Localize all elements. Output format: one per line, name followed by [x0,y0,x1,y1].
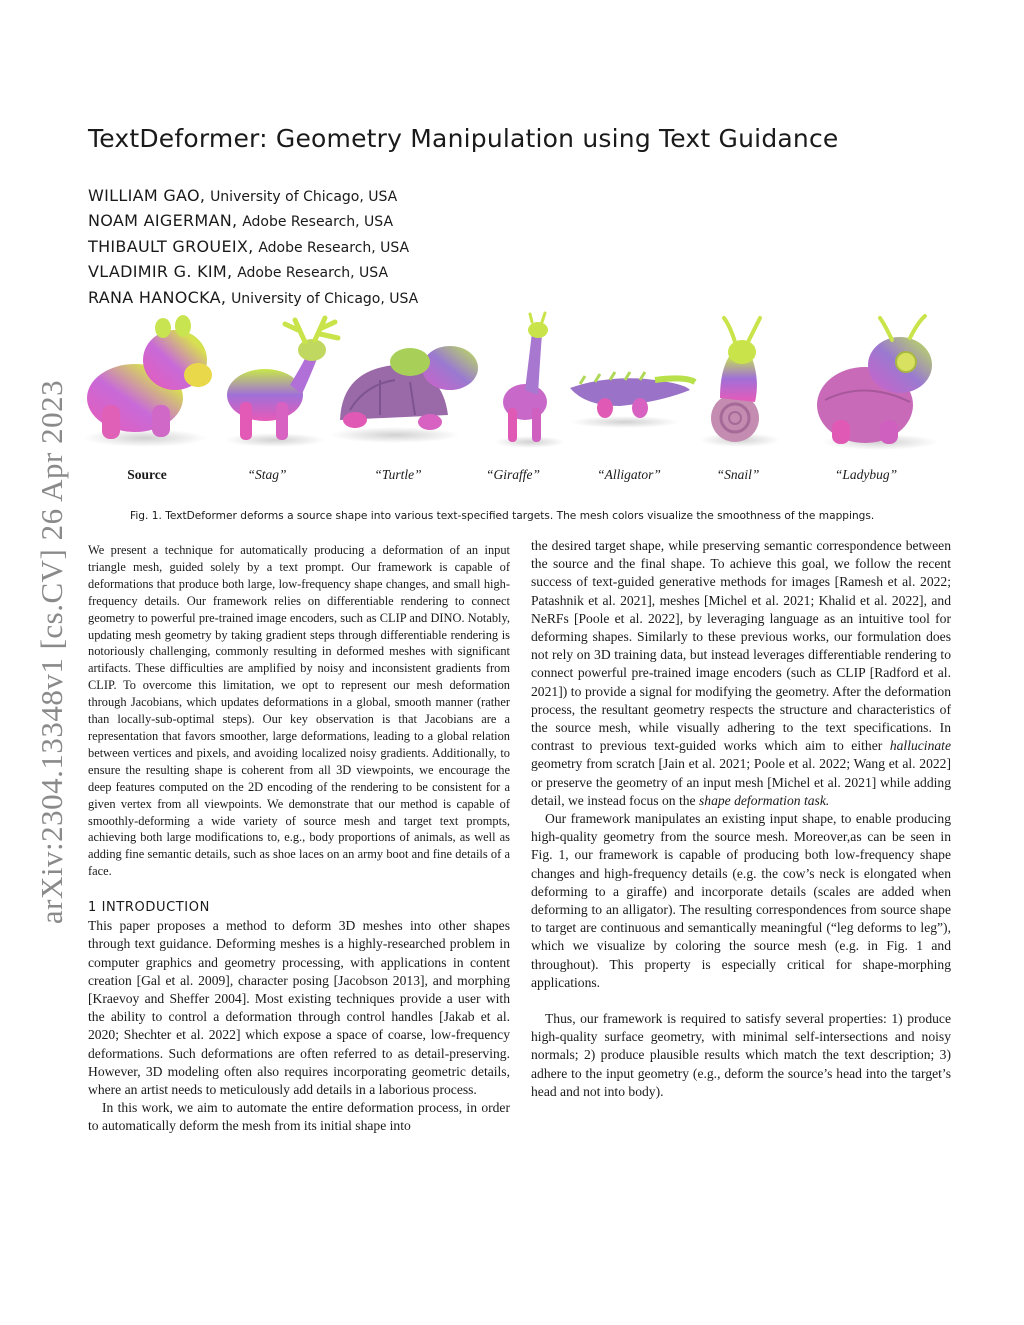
label-turtle: “Turtle” [374,467,422,482]
author-name: THIBAULT GROUEIX [88,236,249,256]
turtle-mesh [330,346,478,443]
emphasis-text: shape deformation task. [698,792,830,808]
author-line: NOAM AIGERMAN, Adobe Research, USA [88,211,394,231]
author-name: VLADIMIR G. KIM [88,262,228,282]
label-ladybug: “Ladybug” [834,467,898,482]
intro-paragraph-2: In this work, we aim to automate the entire deformation process, in order to automatically deform the mesh from its initial shape into [88,1100,510,1134]
author-list [88,184,788,311]
author-affiliation: University of Chicago, USA [231,290,419,307]
ladybug-mesh [817,316,938,450]
stag-mesh [225,318,338,447]
label-stag: “Stag” [247,467,287,482]
figure-caption: Fig. 1. TextDeformer deforms a source shape into various text-specified targets. The mesh colors visualize the smoothness of the mappings. [130,510,875,522]
author-line: THIBAULT GROUEIX, Adobe Research, USA [88,236,410,256]
abstract: We present a technique for automatically producing a deformation of an input triangle mesh, guided solely by a text prompt. Our framework is capable of deformations that produce both large, low-frequency shape changes, and small high-frequency details. Our framework relies on differentiable rendering to connect geometry to powerful pre-trained image encoders, such as CLIP and DINO. Notably, updating mesh geometry by taking gradient steps through differentiable rendering is notoriously challenging, commonly resulting in deformed meshes with significant artifacts. These difficulties are amplified by noisy and inconsistent gradients from CLIP. To overcome this limitation, we opt to represent our mesh deformation through Jacobians, which updates deformations in a global, smooth manner (rather than locally-sub-optimal steps). Our key observation is that Jacobians are a representation that favors smoother, large deformations, leading to a global relation between vertices and pixels, and avoiding localized noisy gradients. Additionally, to ensure the resulting shape is coherent from all 3D viewpoints, we encourage the deep features computed on the 2D encoding of the rendering to be consistent for a given vertex from all viewpoints. We demonstrate that our method is capable of smoothly-deforming a wide variety of source mesh and target text prompts, achieving both large modifications to, e.g., body proportions of animals, as well as adding fine semantic details, such as shoe laces on an army boot and fine details of a face. [88,543,510,879]
paper-title: TextDeformer: Geometry Manipulation using Text Guidance [88,124,839,153]
author-line: WILLIAM GAO, University of Chicago, USA [88,186,398,205]
right-column [531,537,951,1101]
text-run: the desired target shape, while preserving semantic correspondence between the source and the final shape. To achieve this goal, we follow the recent success of text-guided generative methods for images [Ramesh et al. 2022; Patashnik et al. 2021], meshes [Michel et al. 2021; Khalid et al. 2022], and NeRFs [Poole et al. 2022], by leveraging language as an intuitive tool for deforming shapes. Similarly to these previous works, our formulation does not rely on 3D training data, but instead leverages differentiable rendering to connect powerful pre-trained image encoders (such as CLIP [Radford et al. 2021]) to provide a signal for modifying the geometry. After the deformation process, the resultant geometry respects the structure and characteristics of the source mesh, while visually adhering to the text specifications. In contrast to previous text-guided works which aim to either [531,538,951,754]
snail-mesh [700,318,780,447]
alligator-mesh [570,372,695,428]
author-name: WILLIAM GAO [88,186,200,205]
author-line: VLADIMIR G. KIM, Adobe Research, USA [88,262,389,282]
source-cow-mesh [83,315,212,447]
right-paragraph-3: Thus, our framework is required to satisfy several properties: 1) produce high-quality surface geometry, with minimal self-intersections and noisy normals; 2) produce plausible results which match the text description; 3) adhere to the input geometry (e.g., deform the source’s head into the target’s head and not into body). [531,1011,951,1099]
right-paragraph-2: Our framework manipulates an existing input shape, to enable producing high-quality geometry from the source mesh. Moreover,as can be seen in Fig. 1, our framework is capable of producing both low-frequency shape changes and high-frequency details (e.g. the cow’s neck is elongated when deforming to a giraffe) and incorporate details (scales are added when deforming to an alligator). The resulting correspondences from source shape to target are continuous and semantically meaningful (“leg deforms to leg”), which we visualize by coloring the source mesh (e.g. in Fig. 1 and throughout). This property is especially critical for shape-morphing applications. [531,811,951,990]
text-run: geometry from scratch [Jain et al. 2021; Poole et al. 2022; Wang et al. 2022] or preserve the geometry of an input mesh [Michel et al. 2021] while adding detail, we instead focus on the [531,756,951,808]
author-name: RANA HANOCKA [88,287,221,307]
teaser-figure [80,310,950,460]
giraffe-mesh [495,313,565,448]
label-snail: “Snail” [716,467,760,482]
left-column [88,542,510,1136]
author-name: NOAM AIGERMAN [88,211,233,231]
author-affiliation: Adobe Research, USA [242,214,394,231]
label-source: Source [127,467,167,482]
author-affiliation: Adobe Research, USA [258,239,410,256]
intro-paragraph-1: This paper proposes a method to deform 3D meshes into other shapes through text guidance. Deforming meshes is a highly-researched problem in computer graphics and geometry processing, with applications in content creation [Gal et al. 2009], character posing [Jacobson 2013], and morphing [Kraevoy and Sheffer 2004]. Most existing techniques provide a user with the ability to control a deformation through control handles [Jakab et al. 2020; Shechter et al. 2022] which expose a space of coarse, low-frequency deformations. Such deformations are often referred to as detail-preserving. However, 3D modeling often also requires incorporating geometric details, where an artist needs to meticulously add details in a laborious process. [88,918,510,1097]
label-giraffe: “Giraffe” [485,467,541,482]
emphasis-text: hallucinate [889,738,951,754]
author-affiliation: Adobe Research, USA [237,265,389,282]
arxiv-watermark: arXiv:2304.13348v1 [cs.CV] 26 Apr 2023 [34,379,69,925]
right-paragraph-1 [531,537,951,810]
label-alligator: “Alligator” [597,467,661,482]
author-line: RANA HANOCKA, University of Chicago, USA [88,287,419,307]
author-affiliation: University of Chicago, USA [210,189,398,205]
section-heading: 1 INTRODUCTION [88,900,210,916]
